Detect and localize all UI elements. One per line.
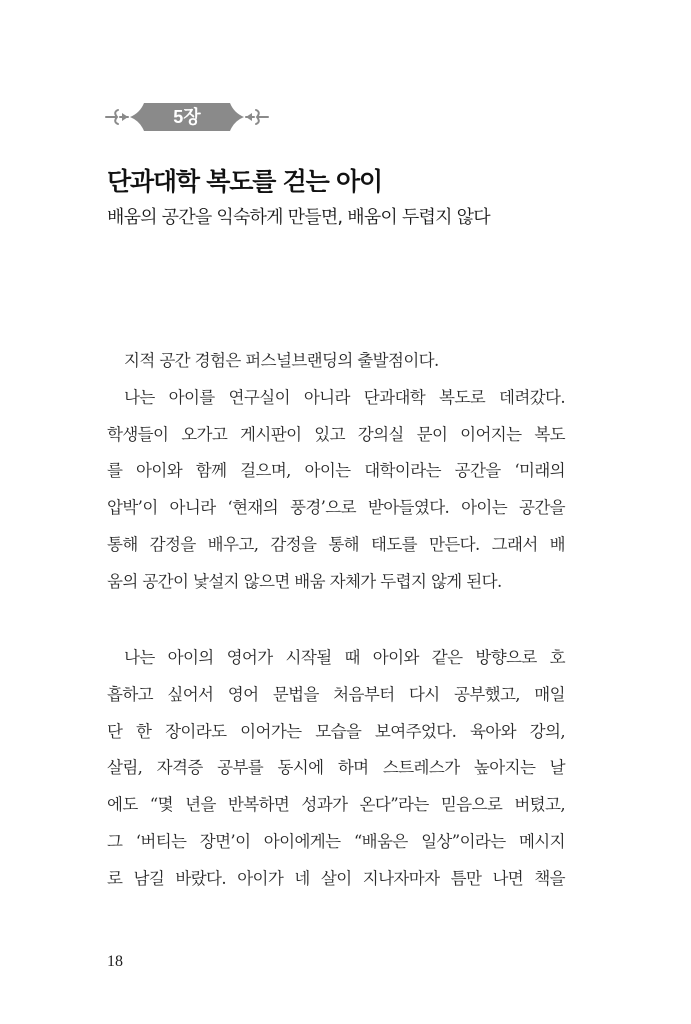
body-line: 살림, 자격증 공부를 동시에 하며 스트레스가 높아지는 날 xyxy=(107,758,565,778)
body-line: 그 ‘버티는 장면’이 아이에게는 “배움은 일상”이라는 메시지 xyxy=(107,831,565,851)
body-line: 흡하고 싶어서 영어 문법을 처음부터 다시 공부했고, 매일 xyxy=(107,684,565,704)
body-line: 단 한 장이라도 이어가는 모습을 보여주었다. 육아와 강의, xyxy=(107,721,565,741)
body-line: 지적 공간 경험은 퍼스널브랜딩의 출발점이다. xyxy=(124,351,439,370)
chapter-subtitle: 배움의 공간을 익숙하게 만들면, 배움이 두렵지 않다 xyxy=(107,207,490,228)
body-paragraph-1 xyxy=(107,343,565,601)
body-line: 압박’이 아니라 ‘현재의 풍경’으로 받아들였다. 아이는 공간을 xyxy=(107,498,565,518)
body-line: 에도 “몇 년을 반복하면 성과가 온다”라는 믿음으로 버텼고, xyxy=(107,795,565,815)
body-paragraph-2 xyxy=(107,640,565,898)
body-line: 로 남길 바랐다. 아이가 네 살이 지나자마자 틈만 나면 책을 xyxy=(107,868,565,888)
chapter-number-label: 5장 xyxy=(173,107,201,127)
page-number: 18 xyxy=(107,953,123,970)
body-line: 학생들이 오가고 게시판이 있고 강의실 문이 이어지는 복도 xyxy=(107,424,565,444)
body-line: 통해 감정을 배우고, 감정을 통해 태도를 만든다. 그래서 배 xyxy=(107,534,565,554)
chapter-title: 단과대학 복도를 걷는 아이 xyxy=(107,167,382,196)
body-line: 나는 아이의 영어가 시작될 때 아이와 같은 방향으로 호 xyxy=(124,648,565,667)
body-line: 움의 공간이 낯설지 않으면 배움 자체가 두렵지 않게 된다. xyxy=(107,571,502,591)
chapter-badge xyxy=(104,101,270,133)
body-line: 를 아이와 함께 걸으며, 아이는 대학이라는 공간을 ‘미래의 xyxy=(107,461,565,481)
body-line: 나는 아이를 연구실이 아니라 단과대학 복도로 데려갔다. xyxy=(124,387,565,407)
